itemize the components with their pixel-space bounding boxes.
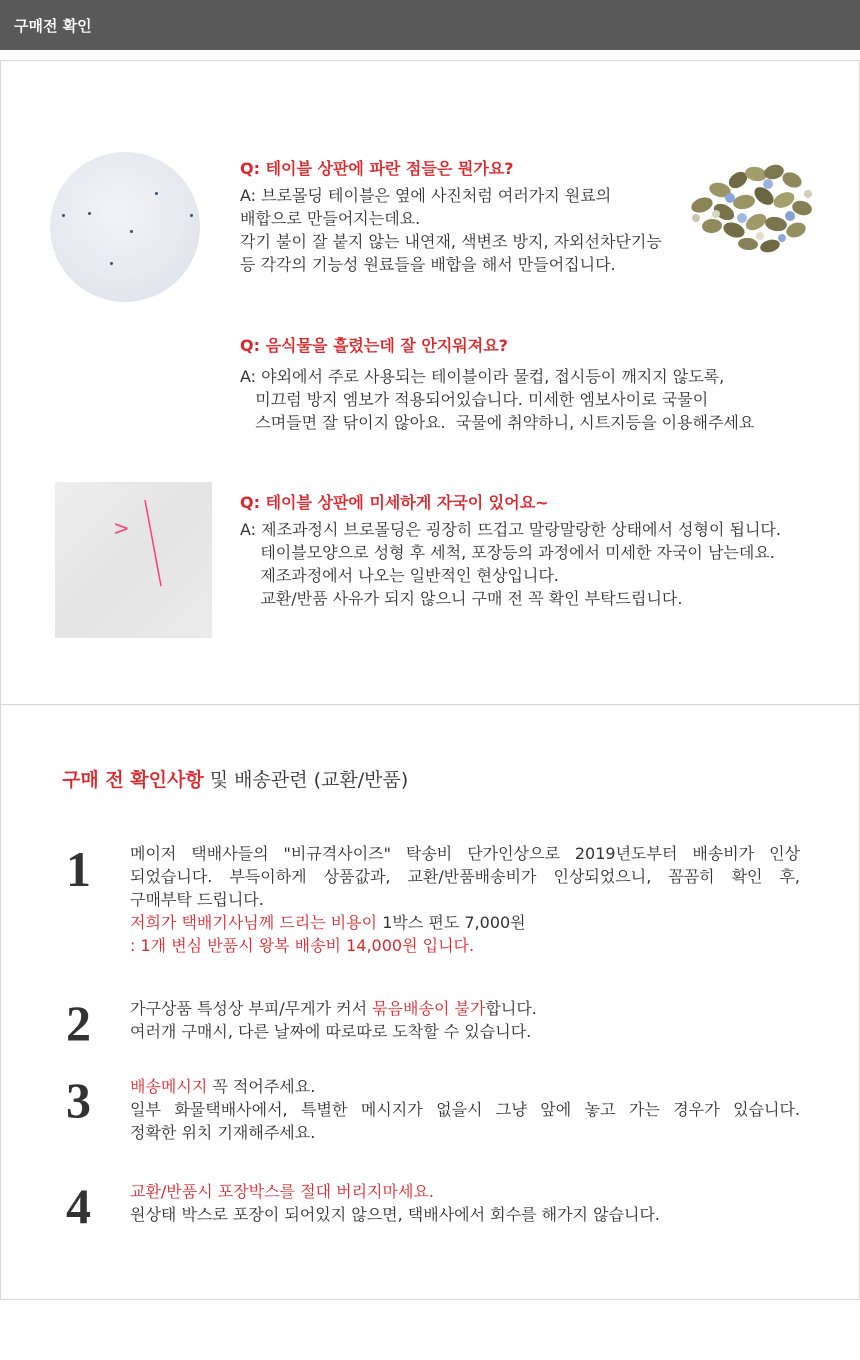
page-header <box>0 0 860 50</box>
faq-answer: A: 야외에서 주로 사용되는 테이블이라 물컵, 접시등이 깨지지 않도록, 미끄럼 방지 엠보가 적용되어있습니다. 미세한 엠보사이로 국물이 스며들면 잘 닦이지 않아요. 국물에 취약하니, 시트지등을 이용해주세요 <box>240 367 755 432</box>
faq-question: Q: 음식물을 흘렸는데 잘 안지워져요? <box>240 336 508 355</box>
table-surface-closeup-image <box>50 152 200 302</box>
notice-item-1: 메이저 택배사들의 "비규격사이즈" 탁송비 단가인상으로 2019년도부터 배송비가 인상 되었습니다. 부득이하게 상품값과, 교환/반품배송비가 인상되었으니, 꼼꼼히 확인 후, 구매부탁 드립니다. 저희가 택배기사님께 드리는 비용이 1박스 편도 7,000원 : 1개 변심 반품시 왕복 배송비 14,000원 입니다. <box>130 844 800 955</box>
notice-item-4: 교환/반품시 포장박스를 절대 버리지마세요. 원상태 박스로 포장이 되어있지 않으면, 택배사에서 회수를 해가지 않습니다. <box>130 1182 660 1224</box>
faq-answer: A: 제조과정시 브로몰딩은 굉장히 뜨겁고 말랑말랑한 상태에서 성형이 됩니다. 테이블모양으로 성형 후 세척, 포장등의 과정에서 미세한 자국이 남는데요. 제조과정에서 나오는 일반적인 현상입니다. 교환/반품 사유가 되지 않으니 구매 전 꼭 확인 부탁드립니다. <box>240 520 781 608</box>
notice-item-3: 배송메시지 꼭 적어주세요. 일부 화물택배사에서, 특별한 메시지가 없을시 그냥 앞에 놓고 가는 경우가 있습니다. 정확한 위치 기재해주세요. <box>130 1077 800 1142</box>
notice-number: 3 <box>66 1072 91 1128</box>
notice-number: 2 <box>66 995 91 1051</box>
notice-title: 구매 전 확인사항 및 배송관련 (교환/반품) <box>62 769 409 791</box>
scratch-pointer-mark: > <box>113 516 130 540</box>
notice-item-2: 가구상품 특성상 부피/무게가 커서 묶음배송이 불가합니다. 여러개 구매시, 다른 날짜에 따로따로 도착할 수 있습니다. <box>130 999 537 1041</box>
faq-question: Q: 테이블 상판에 미세하게 자국이 있어요~ <box>240 493 549 512</box>
raw-material-pellets-image <box>672 150 822 260</box>
page-title: 구매전 확인 <box>14 17 92 35</box>
faq-answer: A: 브로몰딩 테이블은 옆에 사진처럼 여러가지 원료의 배합으로 만들어지는데요. 각기 불이 잘 붙지 않는 내연재, 색변조 방지, 자외선차단기능 등 각각의 기능성 원료들을 배합을 해서 만들어집니다. <box>240 186 662 274</box>
notice-number: 1 <box>66 841 91 897</box>
surface-scratch-image <box>55 482 212 638</box>
notice-number: 4 <box>66 1178 91 1234</box>
faq-question: Q: 테이블 상판에 파란 점들은 뭔가요? <box>240 159 514 178</box>
scratch-line-icon <box>55 482 212 638</box>
